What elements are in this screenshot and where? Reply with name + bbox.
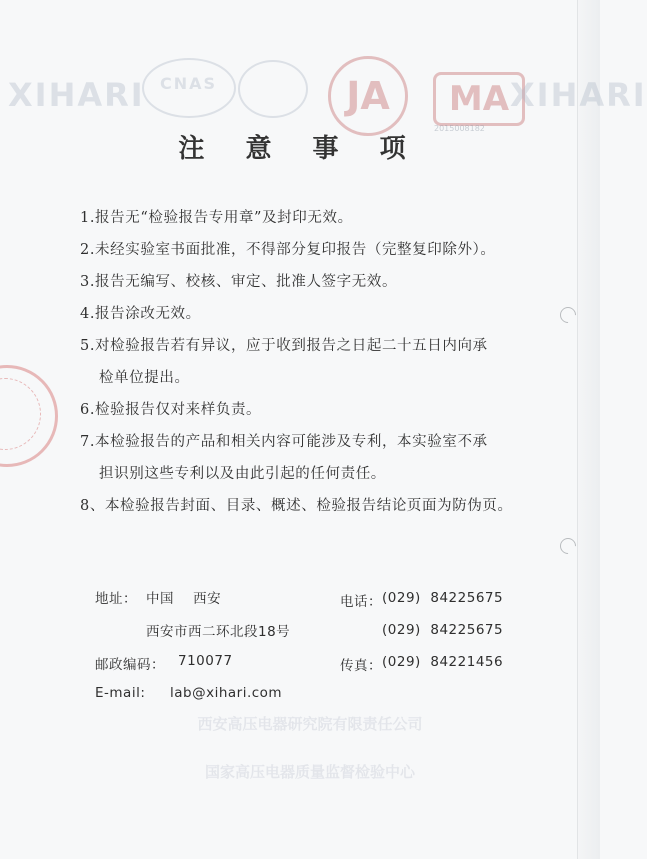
phone-1: (029) 84225675 xyxy=(382,590,504,606)
red-seal-stamp xyxy=(0,365,58,467)
note-text: 本检验报告的产品和相关内容可能涉及专利，本实验室不承 xyxy=(95,434,488,450)
note-text-continued: 检单位提出。 xyxy=(99,370,190,386)
phone-label: 电话： xyxy=(340,594,382,610)
cert-number: 2015008182 xyxy=(434,124,485,133)
email-address: lab@xihari.com xyxy=(170,685,283,701)
note-item xyxy=(80,330,520,394)
note-text: 报告无“检验报告专用章”及封印无效。 xyxy=(95,210,353,226)
note-number: 7. xyxy=(80,434,96,450)
postcode-label: 邮政编码： xyxy=(95,657,165,673)
brand-logo-left: XIHARI xyxy=(8,76,145,114)
note-number: 5. xyxy=(80,338,96,354)
address-line2: 西安市西二环北段18号 xyxy=(146,624,291,640)
note-text: 本检验报告封面、目录、概述、检验报告结论页面为防伪页。 xyxy=(104,498,513,514)
ilac-logo xyxy=(238,60,308,118)
page-title: 注 意 事 项 xyxy=(178,134,422,164)
fax-number: (029) 84221456 xyxy=(382,654,504,670)
note-text: 报告无编写、校核、审定、批准人签字无效。 xyxy=(95,274,398,290)
note-text: 对检验报告若有异议，应于收到报告之日起二十五日内向承 xyxy=(95,338,488,354)
address-line1: 中国 西安 xyxy=(146,591,222,607)
note-text: 检验报告仅对来样负责。 xyxy=(95,402,262,418)
note-number: 8、 xyxy=(80,498,105,514)
note-item xyxy=(80,394,520,426)
cnas-logo-text: CNAS xyxy=(160,74,218,93)
note-item xyxy=(80,266,520,298)
address-label: 地址： xyxy=(95,591,137,607)
binder-hole-top xyxy=(557,304,580,327)
note-item xyxy=(80,202,520,234)
binder-hole-bottom xyxy=(557,535,580,558)
ja-mark-logo: JA xyxy=(328,56,408,136)
faded-stamp-line2: 国家高压电器质量监督检验中心 xyxy=(204,763,415,781)
note-item xyxy=(80,426,520,490)
phone-2: (029) 84225675 xyxy=(382,622,504,638)
notes-list xyxy=(80,202,520,522)
note-item xyxy=(80,298,520,330)
note-number: 2. xyxy=(80,242,96,258)
note-text: 报告涂改无效。 xyxy=(95,306,201,322)
note-number: 3. xyxy=(80,274,96,290)
email-label: E-mail: xyxy=(95,685,146,701)
note-text-continued: 担识别这些专利以及由此引起的任何责任。 xyxy=(99,466,386,482)
faded-stamp xyxy=(120,700,500,796)
note-number: 4. xyxy=(80,306,96,322)
note-item xyxy=(80,490,520,522)
faded-stamp-line1: 西安高压电器研究院有限责任公司 xyxy=(197,715,423,733)
postcode: 710077 xyxy=(178,653,233,669)
brand-logo-right: XIHARI xyxy=(510,76,647,114)
note-number: 6. xyxy=(80,402,96,418)
note-item xyxy=(80,234,520,266)
fax-label: 传真： xyxy=(340,658,382,674)
note-text: 未经实验室书面批准，不得部分复印报告（完整复印除外）。 xyxy=(95,242,496,258)
note-number: 1. xyxy=(80,210,96,226)
ma-mark-logo: MA xyxy=(433,72,525,126)
